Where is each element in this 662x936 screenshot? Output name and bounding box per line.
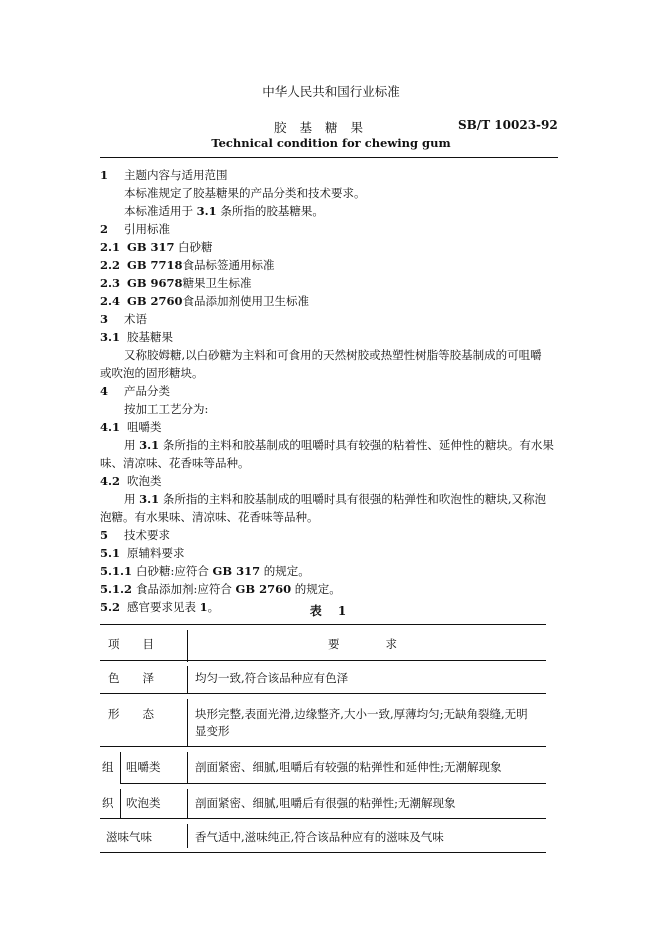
- header-rule: [100, 157, 558, 158]
- section-1-heading: [100, 167, 228, 183]
- reference-code: GB 317: [127, 240, 175, 254]
- clause-3-1-heading: [100, 329, 173, 345]
- section-number: 1: [100, 168, 109, 182]
- table-header-requirement: 要 求: [328, 637, 397, 651]
- table-top-rule: [100, 624, 546, 625]
- section-4-heading: [100, 383, 170, 399]
- section-1-paragraph-2: [124, 203, 324, 219]
- section-title: 术语: [124, 312, 147, 326]
- standard-category-title: 中华人民共和国行业标准: [262, 84, 400, 99]
- clause-number: 5.1.2: [100, 582, 133, 596]
- clause-5-1-1: [100, 563, 310, 579]
- table-row-rule: [100, 746, 546, 747]
- section-number: 5: [100, 528, 109, 542]
- row-group-label: 织: [102, 796, 114, 810]
- column-separator: [187, 752, 188, 784]
- row-requirement-chewing-type: 剖面紧密、细腻,咀嚼后有较强的粘弹性和延伸性;无潮解现象: [195, 760, 502, 774]
- reference-name: 白砂糖: [178, 240, 213, 254]
- section-number: 4: [100, 384, 109, 398]
- section-title: 引用标准: [124, 222, 170, 236]
- reference-name: 食品标签通用标准: [182, 258, 275, 272]
- section-1-paragraph-1: 本标准规定了胶基糖果的产品分类和技术要求。: [124, 186, 366, 200]
- english-title: Technical condition for chewing gum: [211, 136, 451, 150]
- table-bottom-rule: [100, 852, 546, 853]
- row-label-bubble-type: 吹泡类: [126, 796, 161, 810]
- clause-number: 5.2: [100, 600, 121, 614]
- row-group-label: 组: [102, 760, 114, 774]
- clause-4-2-text-line-2: 泡糖。有水果味、清凉味、花香味等品种。: [100, 510, 319, 524]
- row-requirement-taste: 香气适中,滋味纯正,符合该品种应有的滋味及气味: [195, 830, 444, 844]
- text: 用: [124, 492, 140, 506]
- reference-name: 食品添加剂使用卫生标准: [182, 294, 310, 308]
- section-3-heading: [100, 311, 147, 327]
- clause-number: 5.1: [100, 546, 121, 560]
- table-header-item: 项 目: [108, 637, 154, 651]
- section-5-heading: [100, 527, 170, 543]
- row-label-color: 色 泽: [108, 671, 154, 685]
- clause-number: 2.3: [100, 276, 121, 290]
- clause-ref: 3.1: [139, 492, 160, 506]
- section-title: 产品分类: [124, 384, 170, 398]
- standard-ref: GB 317: [212, 564, 261, 578]
- text: 本标准适用于: [124, 204, 197, 218]
- table-ref: 1: [199, 600, 208, 614]
- table-row-rule: [100, 693, 546, 694]
- clause-ref: 3.1: [196, 204, 217, 218]
- clause-4-1-heading: [100, 419, 162, 435]
- clause-4-1-text-line-2: 味、清凉味、花香味等品种。: [100, 456, 250, 470]
- column-separator: [187, 699, 188, 747]
- section-2-heading: [100, 221, 170, 237]
- clause-5-1-2: [100, 581, 341, 597]
- clause-number: 2.1: [100, 240, 121, 254]
- clause-4-2-text-line-1: [124, 491, 546, 507]
- text: 的规定。: [291, 582, 341, 596]
- clause-ref: 3.1: [139, 438, 160, 452]
- column-separator: [187, 630, 188, 662]
- section-title: 技术要求: [124, 528, 170, 542]
- text: 条所指的主料和胶基制成的咀嚼时具有很强的粘弹性和吹泡性的糖块,又称泡: [159, 492, 546, 506]
- reference-item: [100, 257, 275, 273]
- reference-item: [100, 239, 213, 255]
- clause-number: 4.2: [100, 474, 121, 488]
- text: 的规定。: [260, 564, 310, 578]
- section-title: 主题内容与适用范围: [124, 168, 228, 182]
- row-requirement-shape-line-2: 显变形: [195, 724, 230, 738]
- subcolumn-separator: [120, 752, 121, 784]
- row-requirement-shape-line-1: 块形完整,表面光滑,边缘整齐,大小一致,厚薄均匀;无缺角裂缝,无明: [195, 707, 528, 721]
- standard-code: SB/T 10023-92: [458, 118, 558, 132]
- clause-4-2-heading: [100, 473, 162, 489]
- clause-3-1-text-line-1: 又称胶姆糖,以白砂糖为主料和可食用的天然树胶或热塑性树脂等胶基制成的可咀嚼: [124, 348, 542, 362]
- row-label-shape: 形 态: [108, 707, 154, 721]
- standard-name: 胶基糖果: [274, 120, 377, 135]
- clause-3-1-text-line-2: 或吹泡的固形糖块。: [100, 366, 204, 380]
- row-label-chewing-type: 咀嚼类: [126, 760, 161, 774]
- column-separator: [187, 824, 188, 848]
- clause-number: 3.1: [100, 330, 121, 344]
- clause-number: 5.1.1: [100, 564, 133, 578]
- text: 感官要求见表: [127, 600, 200, 614]
- text: 条所指的胶基糖果。: [216, 204, 324, 218]
- row-label-taste: 滋味气味: [106, 830, 152, 844]
- table-row-rule: [120, 783, 546, 784]
- table-caption: 表 1: [309, 604, 353, 618]
- reference-name: 糖果卫生标准: [182, 276, 252, 290]
- clause-5-1-heading: [100, 545, 185, 561]
- clause-title: 原辅料要求: [127, 546, 185, 560]
- clause-number: 2.2: [100, 258, 121, 272]
- table-header-rule: [100, 660, 546, 661]
- text: 白砂糖:应符合: [136, 564, 213, 578]
- section-number: 3: [100, 312, 109, 326]
- reference-item: [100, 275, 252, 291]
- column-separator: [187, 666, 188, 694]
- text: 。: [207, 600, 220, 614]
- reference-code: GB 9678: [127, 276, 183, 290]
- clause-title: 胶基糖果: [127, 330, 173, 344]
- table-row-rule: [100, 818, 546, 819]
- subcolumn-separator: [120, 789, 121, 819]
- clause-number: 2.4: [100, 294, 121, 308]
- clause-title: 吹泡类: [127, 474, 162, 488]
- section-4-paragraph: 按加工工艺分为:: [124, 402, 209, 416]
- row-requirement-bubble-type: 剖面紧密、细腻,咀嚼后有很强的粘弹性;无潮解现象: [195, 796, 456, 810]
- clause-title: 咀嚼类: [127, 420, 162, 434]
- clause-4-1-text-line-1: [124, 437, 554, 453]
- reference-code: GB 2760: [127, 294, 183, 308]
- reference-code: GB 7718: [127, 258, 183, 272]
- clause-number: 4.1: [100, 420, 121, 434]
- standard-ref: GB 2760: [235, 582, 292, 596]
- text: 用: [124, 438, 140, 452]
- row-requirement-color: 均匀一致,符合该品种应有色泽: [195, 671, 349, 685]
- text: 食品添加剂:应符合: [136, 582, 236, 596]
- text: 条所指的主料和胶基制成的咀嚼时具有较强的粘着性、延伸性的糖块。有水果: [159, 438, 554, 452]
- section-number: 2: [100, 222, 109, 236]
- reference-item: [100, 293, 309, 309]
- column-separator: [187, 789, 188, 819]
